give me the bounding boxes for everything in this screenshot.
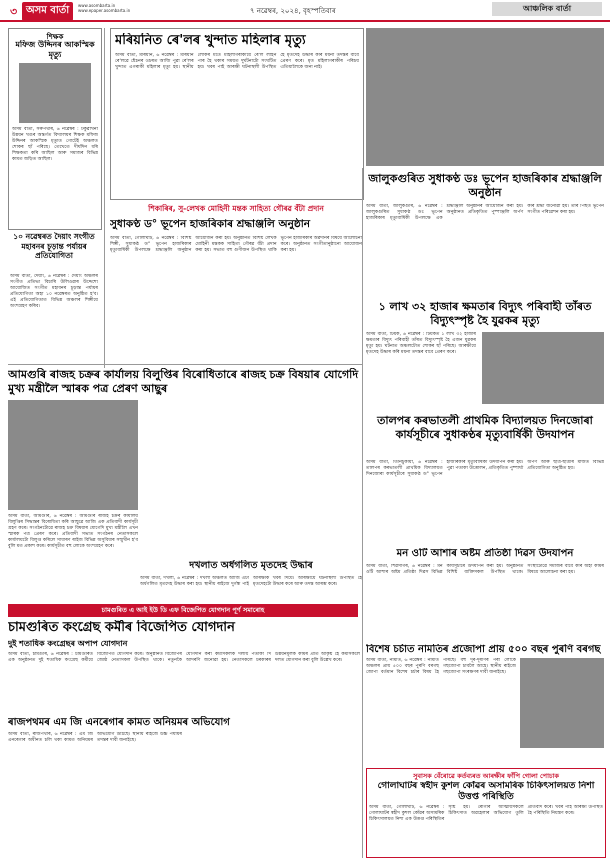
- bhupen-award-kicker: শিকাৰিৰ, সু-লেখক মোহিনী মন্তক সাহিত্য গৌৰৱ বঁটা প্ৰদান: [148, 204, 324, 213]
- banyan-article: [366, 644, 604, 764]
- masthead: [0, 0, 610, 22]
- mariyani-body: অসম বাৰ্তা, মৰিয়নি, ৬ নৱেম্বৰ : মৰিয়নি ৰে'লৱে ষ্টেচনৰ ওচৰত আজি পুৱা ৰে'লৰ খুন্দাত এগৰাকী মহিলাৰ মৃত্যু হয়। স্থানীয় লোকৰ মতে মহিলাগৰাকীয়ে ৰে'ল লাইন পাৰ হৈ থকাৰ সময়ত দুৰ্ঘটনাটো সংঘটিত হয়। খবৰ পাই আৰক্ষী ঘটনাস্থলী উপস্থিত হৈ মৃতদেহ উদ্ধাৰ কৰি ময়না তদন্তৰ বাবে প্ৰেৰণ কৰে। মৃত মহিলাগৰাকীৰ পৰিচয় এতিয়ালৈকে জনা নাই।: [115, 53, 359, 70]
- teacher-kicker: শিক্ষক: [46, 33, 64, 41]
- row-divider-mid: [8, 364, 362, 365]
- mariyani-title: মৰিয়নিত ৰে'লৰ খুন্দাত মহিলাৰ মৃত্যু: [115, 33, 306, 48]
- golaghat-article: [366, 768, 606, 858]
- chamaguri-body: অসম বাৰ্তা, চামগুৰি, ৬ নৱেম্বৰ : চামগুৰিত এক অনুষ্ঠানত দুই শতাধিক কংগ্ৰেছ কৰ্মীয়ে বিজেপিত যোগদান কৰে। অনুষ্ঠানত বিজেপিৰ জ্যেষ্ঠ নেতাসকল উপস্থিত থাকে। নতুনকৈ যোগদান কৰা কৰ্মীসকলক দলীয় পতাকা দি আদৰণি জনোৱা হয়। নেতাসকলে চৰকাৰৰ উন্নয়নমূলক কামৰ প্ৰতি আকৃষ্ট হৈ কৰ্মীসকলে দলত যোগদান কৰা বুলি উল্লেখ কৰে।: [8, 652, 360, 663]
- teacher-article: [8, 28, 102, 230]
- song-title: ১০ নৱেম্বৰত দৈয়াং সংগীত মহাবনৰ চূড়ান্ত পৰ্যায়ৰ প্ৰতিযোগিতা: [13, 232, 95, 260]
- bhupen-award-body: অসম বাৰ্তা, গোলাঘাট, ৬ নৱেম্বৰ : বিশিষ্ট শিল্পী, সুধাকণ্ঠ ড° ভূপেন হাজৰিকাৰ মৃত্যুবাৰ্ষিকী উপলক্ষে শ্ৰদ্ধাঞ্জলি অনুষ্ঠান আয়োজন কৰা হয়। অনুষ্ঠানত বিশিষ্ট লেখক মোহিনী মন্তকক সাহিত্য গৌৰৱ বঁটা প্ৰদান কৰা হয়। সভাত বহু গুণীজন উপস্থিত থাকি ভূপেন হাজৰিকাৰ অৱদানৰ বিষয়ে আলোচনা কৰে। অনুষ্ঠানত সংগীতানুষ্ঠানো আয়োজন কৰা হয়।: [110, 236, 362, 253]
- tinsukia-school-title: তালপৰ কৰভাতলী প্ৰাথমিক বিদ্যালয়ত দিনজোৰা কাৰ্যসূচীৰে সুধাকণ্ঠৰ মৃত্যুবাৰ্ষিকী উদযাপন: [377, 414, 593, 441]
- golaghat-body: অসম বাৰ্তা, গোলাঘাট, ৬ নৱেম্বৰ : গোলাঘাটৰ স্বহীদ কুশল কোঁৱৰ অসামৰিক চিকিৎসালয়ত নিশা এক উত্তপ্ত পৰিস্থিতিৰ সৃষ্টি হয়। ৰোগীৰ আত্মীয়সকলে চিকিৎসাত অৱহেলাৰ অভিযোগ তুলি প্ৰতিবাদ কৰে। খবৰ পাই আৰক্ষী উপস্থিত হৈ পৰিস্থিতি নিয়ন্ত্ৰণ কৰে।: [369, 805, 603, 822]
- banyan-title: বিশেষ চৰ্চাত নামতিৰ প্ৰজোপা প্ৰায় ৫০০ বছৰ পুৰণি বৰগছ: [366, 644, 601, 655]
- jalukguri-title: জালুকগুৰিত সুধাকণ্ঠ ডঃ ভূপেন হাজৰিকাৰ শ্ৰদ্ধাঞ্জলি অনুষ্ঠান: [368, 172, 602, 199]
- golaghat-kicker: সুবাসক বেঁৰোৱে কৰ্তব্যৰত আৰক্ষীৰ ফাঁপি গোলা পোচাক: [413, 772, 559, 780]
- tinsukia-school-article: [366, 414, 604, 544]
- banyan-photo: [520, 658, 604, 748]
- bhupen-award-title: সুধাকণ্ঠ ড° ভূপেন হাজৰিকাৰ শ্ৰদ্ধাঞ্জলি অনুষ্ঠান: [110, 218, 311, 230]
- song-body: অসম বাৰ্তা, দৈয়াং, ৬ নৱেম্বৰ : দৈয়াং অঞ্চলৰ সংগীত প্ৰতিভা বিচাৰি উলিওৱাৰ উদ্দেশ্যে আয়োজিত সংগীত মহাবনৰ চূড়ান্ত পৰ্যায়ৰ প্ৰতিযোগিতা অহা ১০ নৱেম্বৰত অনুষ্ঠিত হ'ব। এই প্ৰতিযোগিতাত বিভিন্ন অঞ্চলৰ শিল্পীয়ে অংশগ্ৰহণ কৰিব।: [10, 274, 98, 309]
- man-tai-article: [366, 548, 604, 640]
- mariyani-article: [110, 28, 364, 200]
- newspaper-logo: অসম বাৰ্তা: [22, 2, 73, 21]
- dead-body-title: দখলাত অৰ্ধগলিত মৃতদেহ উদ্ধাৰ: [189, 560, 313, 571]
- golaghat-title: গোলাঘাটৰ স্বহীদ কুশল কোঁৱৰ অসামৰিক চিকিৎসালয়ত নিশা উত্তপ্ত পৰিস্থিতি: [377, 781, 595, 802]
- jalukguri-body: অসম বাৰ্তা, জালুকগুৰি, ৬ নৱেম্বৰ : জালুকগুৰিত সুধাকণ্ঠ ডঃ ভূপেন হাজৰিকাৰ মৃত্যুবাৰ্ষিকী উপলক্ষে এক শ্ৰদ্ধাঞ্জলি অনুষ্ঠানৰ আয়োজন কৰা হয়। অনুষ্ঠানত প্ৰতিকৃতিত পুষ্পাঞ্জলি অৰ্পণ কৰি শ্ৰদ্ধা জনোৱা হয়। তাৰ পিছত ভূপেন সংগীত পৰিৱেশন কৰা হয়।: [366, 204, 604, 221]
- chamaguri-kicker-bar: [8, 604, 265, 619]
- mgnrega-title: ৰাজপথমৰ এম জি এনৰেগাৰ কামত অনিয়মৰ অভিযোগ: [8, 717, 230, 728]
- electric-article: [366, 300, 604, 410]
- chamaguri-article: [8, 620, 360, 712]
- bhupen-award-article: [110, 204, 362, 364]
- amguri-body: অসম বাৰ্তা, আমগুৰি, ৬ নৱেম্বৰ : আমগুৰি ৰাজহ চক্ৰৰ কাৰ্যালয় বিলুপ্তিৰ সিদ্ধান্তৰ বিৰোধিতা কৰি আছুৱে আজি এক প্ৰতিবাদী কাৰ্যসূচী গ্ৰহণ কৰে। সংগঠনটোৱে ৰাজহ চক্ৰ বিষয়াৰ যোগেদি মুখ্য মন্ত্ৰীলৈ এখন স্মাৰক পত্ৰ প্ৰেৰণ কৰে। প্ৰতিবাদী সভাত সংগঠনৰ নেতাসকলে কাৰ্যালয়টো বিলুপ্ত কৰিলে সাধাৰণ ৰাইজ বিভিন্ন অসুবিধাৰ সন্মুখীন হ'ব বুলি মত প্ৰকাশ কৰে। কাৰ্যসূচীত বহু লোকে অংশগ্ৰহণ কৰে।: [8, 514, 138, 549]
- mgnrega-body: অসম বাৰ্তা, ৰাজপথাৰ, ৬ নৱেম্বৰ : এম জি এনৰেগাৰ অধীনত চলি থকা কামত অনিয়মৰ অভিযোগ উঠিছে। স্থানীয় ৰাইজে উচ্চ পৰ্যায়ৰ তদন্তৰ দাবী জনাইছে।: [8, 732, 182, 743]
- song-article: [8, 232, 100, 347]
- electric-photo: [482, 332, 604, 404]
- teacher-title: মফিজ উদ্দিনৰ আকস্মিক মৃত্যু: [15, 40, 95, 59]
- amguri-photo: [8, 400, 138, 510]
- section-label: আঞ্চলিক বাৰ্তা: [492, 2, 602, 16]
- man-tai-body: অসম বাৰ্তা, শিৱসাগৰ, ৬ নৱেম্বৰ : মন ওটি আশাৰ অষ্টম প্ৰতিষ্ঠা দিৱস বিভিন্ন কাৰ্যসূচীৰে উদযাপন কৰা হয়। অনুষ্ঠানত বিশিষ্ট ব্যক্তিসকল উপস্থিত থাকে। সংস্থাটোৱে সমাজৰ বাবে কৰি অহা কামৰ বিষয়ে আলোচনা কৰা হয়।: [366, 564, 604, 575]
- dead-body-body: অসম বাৰ্তা, দখলা, ৬ নৱেম্বৰ : দখলা অঞ্চলত আজি এটা অৰ্ধগলিত মৃতদেহ উদ্ধাৰ কৰা হয়। স্থানীয় ৰাইজে দুৰ্গন্ধ পাই আৰক্ষীক খবৰ দিয়ে। আৰক্ষীয়ে ঘটনাস্থলী উপস্থিত হৈ মৃতদেহটো উদ্ধাৰ কৰে আৰু তদন্ত আৰম্ভ কৰে।: [140, 576, 362, 587]
- teacher-body: অসম বাৰ্তা, সৰুপথাৰ, ৬ নৱেম্বৰ : ঢকুৱাখনা উন্নয়ন খণ্ডৰ অন্তৰ্গত বিদ্যালয়ৰ শিক্ষক মফিজ উদ্দিনৰ আকস্মিক মৃত্যুত গোটেই অঞ্চলত শোকৰ ছাঁ পৰিছে। তেখেতে দীৰ্ঘদিন ধৰি শিক্ষকতা কৰি আছিল আৰু সমাজৰ বিভিন্ন কামত জড়িত আছিল।: [12, 127, 98, 162]
- jalukguri-article: [366, 172, 604, 297]
- website-epaper[interactable]: www.epaper.asombarta.in: [78, 8, 131, 13]
- man-tai-title: মন ওটি আশাৰ অষ্টম প্ৰতিষ্ঠা দিৱস উদযাপন: [396, 548, 574, 559]
- event-photo-top-right: [366, 28, 604, 166]
- electric-body: অসম বাৰ্তা, টিয়ক, ৬ নৱেম্বৰ : টিয়কত ১ লাখ ৩২ হাজাৰ ক্ষমতাৰ বিদ্যুৎ পৰিবাহী তাঁৰত বিদ্যুৎস্পৃষ্ট হৈ এজন যুৱকৰ মৃত্যু হয়। ঘটনাত অঞ্চলটোত শোকৰ ছাঁ পৰিছে। আৰক্ষীয়ে মৃতদেহ উদ্ধাৰ কৰি ময়না তদন্তৰ বাবে প্ৰেৰণ কৰে।: [366, 332, 476, 355]
- column-divider-right: [362, 168, 363, 858]
- electric-title: ১ লাখ ৩২ হাজাৰ ক্ষমতাৰ বিদ্যুৎ পৰিবাহী তাঁৰত বিদ্যুৎস্পৃষ্ট হৈ যুৱকৰ মৃত্যু: [378, 300, 592, 327]
- column-divider-left: [104, 28, 105, 368]
- mgnrega-article: [8, 716, 360, 856]
- website-main[interactable]: www.asombarta.in: [78, 3, 116, 8]
- chamaguri-kicker: চামগুৰিত এ আই ইউ ডি এফ বিজেপিত যোগদান পূৰ্ণ সমাৰোহ: [8, 604, 358, 617]
- page-number: ৩: [10, 5, 18, 18]
- teacher-photo: [19, 63, 91, 123]
- amguri-title: আমগুৰি ৰাজহ চক্ৰৰ কাৰ্যালয় বিলুপ্তিৰ বিৰোধিতাৰে ৰাজহ চক্ৰ বিষয়াৰ যোগেদি মুখ্য মন্ত্ৰীলৈ স্মাৰক পত্ৰ প্ৰেৰণ আছুৰ: [8, 368, 359, 395]
- banyan-body: অসম বাৰ্তা, নামতি, ৬ নৱেম্বৰ : নামতি অঞ্চলৰ প্ৰায় ৫০০ বছৰ পুৰণি বৰগছ জোপা বৰ্তমান বিশেষ চৰ্চাৰ বিষয় হৈ পৰিছে। বহু দূৰ-দূৰণিৰ পৰা লোকে গছজোপা চাবলৈ আহে। স্থানীয় ৰাইজে গছজোপা সংৰক্ষণৰ দাবী জনাইছে।: [366, 658, 516, 675]
- chamaguri-title: চামগুৰিত কংগ্ৰেছ কৰ্মীৰ বিজেপিত যোগদান: [8, 620, 235, 635]
- date-line: ৭ নৱেম্বৰ, ২০২৪, বৃহস্পতিবাৰ: [250, 7, 336, 15]
- chamaguri-subtitle: দুই শতাধিক কংগ্ৰেছৰ অপাপ যোগদান: [8, 639, 128, 648]
- tinsukia-school-body: অসম বাৰ্তা, তিনিচুকীয়া, ৬ নৱেম্বৰ : তালপৰ কৰভাতলী প্ৰাথমিক বিদ্যালয়ত দিনজোৰা কাৰ্যসূচীৰে সুধাকণ্ঠ ড° ভূপেন হাজৰিকাৰ মৃত্যুবাৰ্ষিকী উদযাপন কৰা হয়। পুৱা পতাকা উত্তোলন, প্ৰতিকৃতিত পুষ্পাৰ্ঘ্য অৰ্পণ আৰু ছাত্ৰ-ছাত্ৰীৰ মাজত বিভিন্ন প্ৰতিযোগিতা অনুষ্ঠিত হয়।: [366, 460, 604, 477]
- websites: [78, 3, 130, 13]
